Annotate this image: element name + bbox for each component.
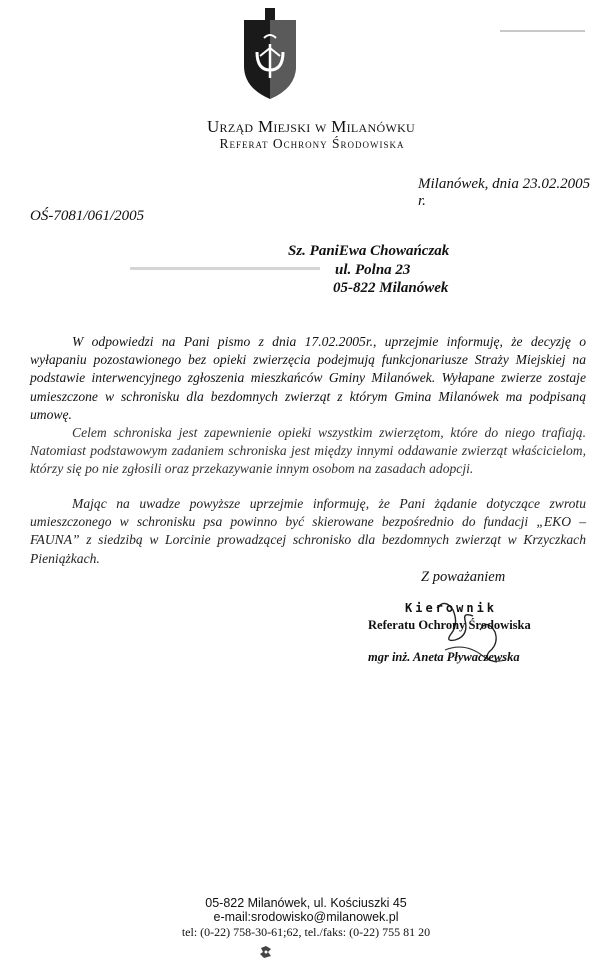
footer-email: e-mail:srodowisko@milanowek.pl (213, 910, 399, 924)
scan-mark-icon (258, 945, 274, 959)
scan-noise (500, 30, 585, 32)
date-line: Milanówek, dnia 23.02.2005 r. (418, 176, 591, 209)
reference-number: OŚ-7081/061/2005 (30, 208, 145, 224)
recipient-street: ul. Polna 23 (335, 262, 411, 278)
footer-address: 05-822 Milanówek, ul. Kościuszki 45 (205, 896, 407, 910)
scan-noise (130, 267, 320, 270)
department-name: Referat Ochrony Środowiska (219, 136, 405, 151)
letter-paragraph-1: W odpowiedzi na Pani pismo z dnia 17.02.2005r., uprzejmie informuję, że decyzję o wyłapaniu pozostawionego bez opieki zwierzęcia podejmują funkcjonariusze Straży Miejskiej na podstawie interwencyjnego zgłoszenia mieszkańców Gminy Milanówek. Wyłapane zwierze zostaje umieszczone w schronisku dla bezdomnych zwierząt z którym Gmina Milanówek ma podpisaną umowę. (30, 334, 586, 422)
signatory-department: Referatu Ochrony Środowiska (368, 618, 531, 632)
coat-of-arms-icon (243, 8, 297, 100)
closing-salutation: Z poważaniem (421, 569, 506, 585)
signatory-name: mgr inż. Aneta Pływaczewska (368, 650, 520, 664)
recipient-city: 05-822 Milanówek (333, 280, 449, 296)
letter-paragraph-3: Mając na uwadze powyższe uprzejmie informuję, że Pani żądanie dotyczące zwrotu umieszczonego w schronisku psa powinno być skierowane bezpośrednio do fundacji „EKO – FAUNA” z siedzibą w Lorcinie prowadzącej schronisko dla bezdomnych zwierząt w Krzyczkach Pieniążkach. (30, 496, 586, 566)
signatory-title: Kierownik (405, 601, 498, 615)
footer-phone: tel: (0-22) 758-30-61;62, tel./faks: (0-22) 755 81 20 (181, 925, 431, 939)
letter-paragraph-2: Celem schroniska jest zapewnienie opieki wszystkim zwierzętom, które do niego trafiają. Natomiast podstawowym zadaniem schroniska jest między innymi oddawanie zwierząt właścicielom, którzy się po nie zgłosili oraz przekazywanie innym osobom na zasadach adopcji. (30, 425, 586, 477)
office-name: Urząd Miejski w Milanówku (206, 117, 416, 136)
recipient-name: Sz. PaniEwa Chowańczak (288, 243, 450, 259)
